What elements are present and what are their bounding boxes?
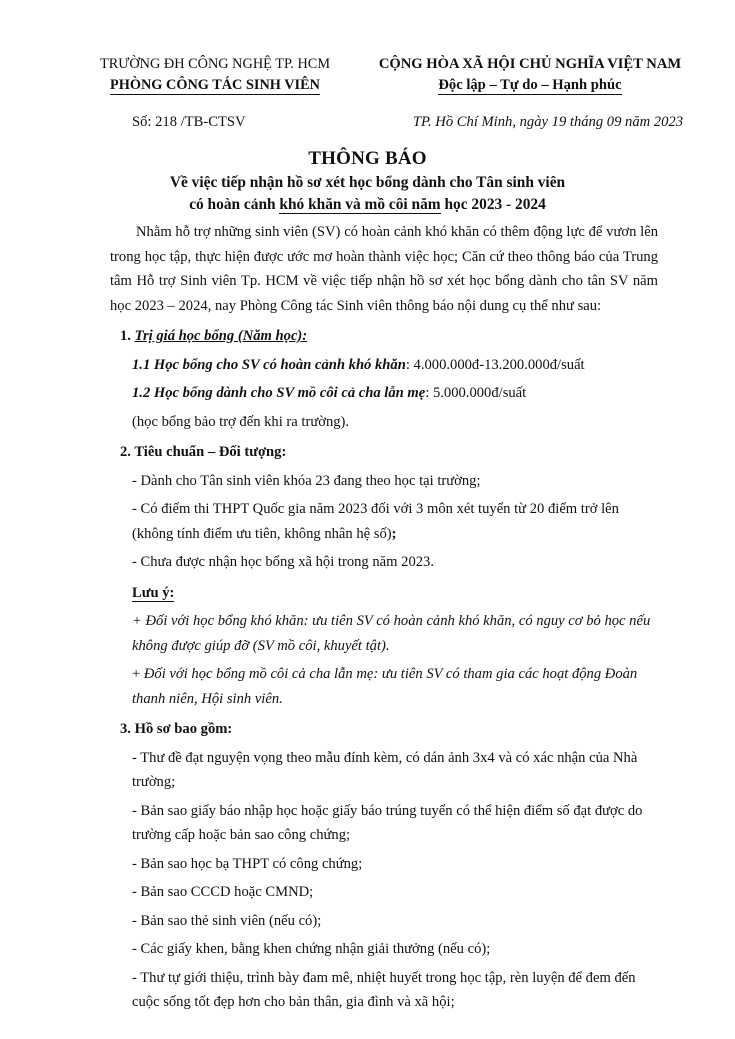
document-item: - Bản sao giấy báo nhập học hoặc giấy báo trúng tuyển có thể hiện điểm số đạt được do trường cấp hoặc bản sao công chứng; (132, 802, 643, 843)
document-item: - Bản sao thẻ sinh viên (nếu có); (132, 912, 322, 929)
national-motto: Độc lập – Tự do – Hạnh phúc (438, 77, 622, 93)
document-item: - Các giấy khen, bằng khen chứng nhận giải thưởng (nếu có); (132, 941, 491, 957)
document-title: THÔNG BÁO (308, 148, 427, 169)
document-date: TP. Hồ Chí Minh, ngày 19 tháng 09 năm 2023 (412, 114, 683, 130)
document-item: - Bản sao học bạ THPT có công chứng; (132, 855, 363, 872)
organization-header (90, 54, 340, 95)
scholarship-note: (học bổng bảo trợ đến khi ra trường). (132, 413, 350, 430)
document-item: - Bản sao CCCD hoặc CMND; (132, 884, 314, 900)
country-name: CỘNG HÒA XÃ HỘI CHỦ NGHĨA VIỆT NAM (378, 56, 682, 72)
document-body (110, 220, 658, 1015)
office-name: PHÒNG CÔNG TÁC SINH VIÊN (110, 77, 320, 93)
note-orphan: + Đối với học bổng mồ côi cả cha lẫn mẹ: ưu tiên SV có tham gia các hoạt động Đoàn thanh niên, Hội sinh viên. (132, 666, 638, 707)
intro-paragraph: Nhằm hỗ trợ những sinh viên (SV) có hoàn cảnh khó khăn có thêm động lực để vươn lên trong học tập, thực hiện được ước mơ hoàn thành việc học; Căn cứ theo thông báo của Trung tâm Hỗ trợ Sinh viên Tp. HCM về việc tiếp nhận hồ sơ xét học bổng dành cho tân SV năm học 2023 – 2024, nay Phòng Công tác Sinh viên thông báo nội dung cụ thể như sau: (110, 224, 658, 314)
scholarship-hardship: 1.1 Học bổng cho SV có hoàn cảnh khó khăn: 4.000.000đ-13.200.000đ/suất (132, 356, 585, 373)
scholarship-orphan: 1.2 Học bổng dành cho SV mồ côi cả cha lẫn mẹ: 5.000.000đ/suất (132, 385, 527, 401)
criteria-item-3: - Chưa được nhận học bổng xã hội trong năm 2023. (132, 554, 434, 570)
document-item: - Thư tự giới thiệu, trình bày đam mê, nhiệt huyết trong học tập, rèn luyện để đem đến cuộc sống tốt đẹp hơn cho bản thân, gia đình và xã hội; (132, 969, 636, 1010)
note-hardship: + Đối với học bổng khó khăn: ưu tiên SV có hoàn cảnh khó khăn, có nguy cơ bỏ học nếu không được giúp đỡ (SV mồ côi, khuyết tật). (132, 613, 651, 654)
document-subtitle: Về việc tiếp nhận hồ sơ xét học bổng dành cho Tân sinh viên có hoàn cảnh khó khăn và mồ côi năm học 2023 - 2024 (169, 174, 566, 213)
section-1-heading: 1. Trị giá học bổng (Năm học): (120, 328, 308, 344)
section-3-heading: 3. Hồ sơ bao gồm: (120, 721, 233, 737)
document-item: - Thư đề đạt nguyện vọng theo mẫu đính kèm, có dán ảnh 3x4 và có xác nhận của Nhà trường; (132, 749, 638, 790)
national-header (355, 54, 705, 95)
section-2-heading: 2. Tiêu chuẩn – Đối tượng: (120, 444, 287, 460)
university-name: TRƯỜNG ĐH CÔNG NGHỆ TP. HCM (99, 56, 331, 72)
criteria-item-2: - Có điểm thi THPT Quốc gia năm 2023 đối với 3 môn xét tuyển từ 20 điểm trở lên (không tính điểm ưu tiên, không nhân hệ số); (132, 501, 619, 542)
document-number: Số: 218 /TB-CTSV (132, 114, 246, 130)
note-heading: Lưu ý: (132, 584, 175, 601)
criteria-item-1: - Dành cho Tân sinh viên khóa 23 đang theo học tại trường; (132, 472, 481, 489)
